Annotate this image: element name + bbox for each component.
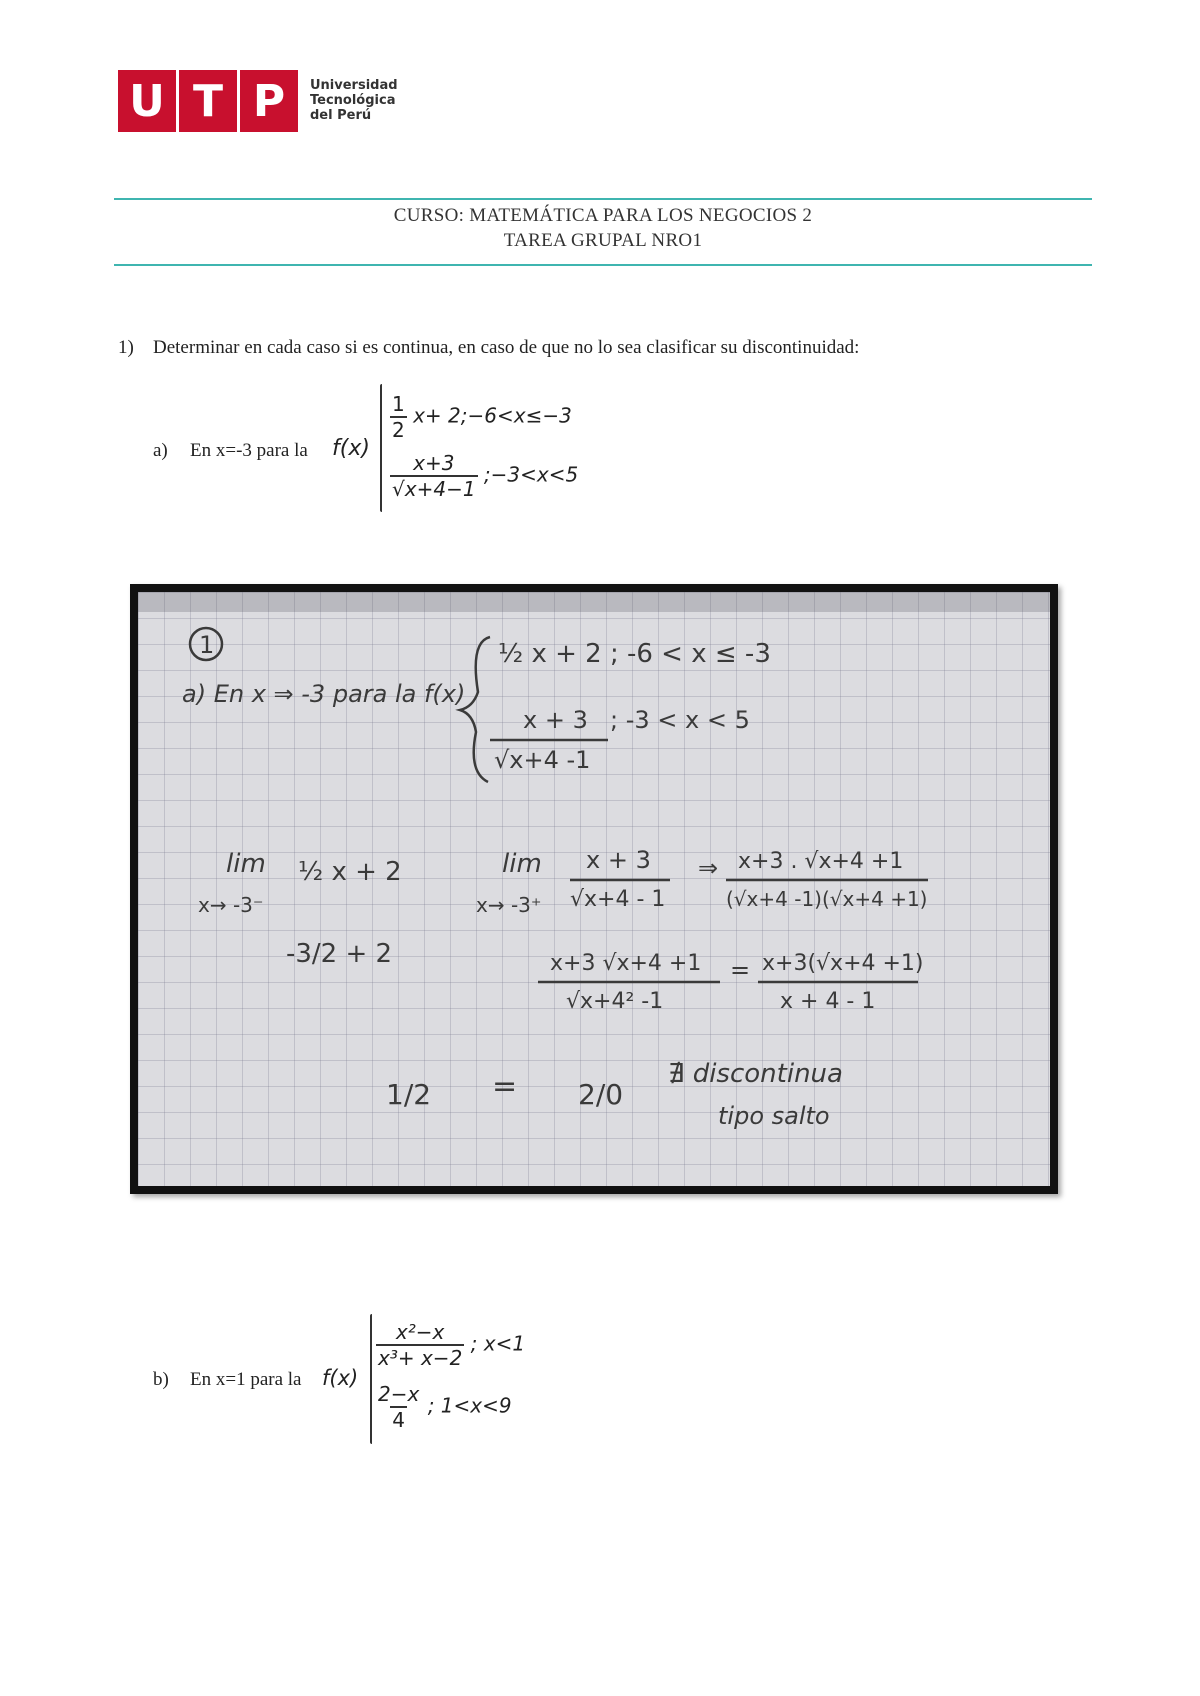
hw-piece-1: ½ x + 2 ; -6 < x ≤ -3 [498,639,771,669]
part-b-piece-2-den: 4 [392,1408,406,1432]
hw-step2-num: x+3 √x+4 +1 [550,951,702,976]
hw-lim-left-sub: x→ -3⁻ [198,893,264,917]
paper-shadow-top [138,592,1050,612]
hw-lim-right-num: x + 3 [586,846,651,874]
logo-text [310,70,398,132]
hw-piece-2-condition: ; -3 < x < 5 [610,706,750,734]
part-a-prefix: En x=-3 para la [190,440,308,461]
part-b-piece-1-fraction [376,1320,464,1370]
handwritten-photo [138,592,1050,1186]
hw-result-equals: = [492,1069,518,1104]
hw-brace [460,637,490,782]
part-a-piece-1-fraction [390,392,407,442]
logo-line-3: del Perú [310,108,372,123]
logo-line-1: Universidad [310,78,398,93]
hw-arrow: ⇒ [698,854,719,882]
logo-letter-u: U [118,70,176,132]
part-a-piece-2-condition: ;−3<x<5 [483,462,579,487]
part-b-piece-2-condition: ; 1<x<9 [427,1393,512,1418]
part-a-piece-1 [390,392,572,442]
hw-piece-2-num: x + 3 [523,706,588,734]
part-a-piece-2 [390,451,578,501]
hw-line-a: a) En x ⇒ -3 para la f(x) [182,680,466,708]
header-top-rule [114,198,1092,200]
part-b-piece-2 [376,1382,512,1432]
question-text: Determinar en cada caso si es continua, en caso de que no lo sea clasificar su discontinuidad: [153,337,860,358]
question-number: 1) [118,337,134,358]
hw-conclusion-2: tipo salto [718,1102,830,1130]
part-a-piece-2-num: x+3 [413,451,455,475]
task-title: TAREA GRUPAL NRO1 [503,230,703,251]
part-b-piece-2-num: 2−x [378,1382,420,1406]
hw-step3-den: x + 4 - 1 [780,989,876,1014]
hw-result-left: 1/2 [386,1078,432,1111]
logo-letter-p: P [237,70,298,132]
part-a-piece-1-num: 1 [392,392,405,416]
part-b-piece-2-fraction [376,1382,421,1432]
course-title: CURSO: MATEMÁTICA PARA LOS NEGOCIOS 2 [393,205,813,226]
hw-lim-left: lim [226,849,266,879]
part-a-brace [380,384,382,512]
handwritten-drawing [138,592,1050,1186]
header-bottom-rule [114,264,1092,266]
hw-lim-left-eval: -3/2 + 2 [286,939,393,969]
header-block [114,203,1092,253]
part-b-label: b) [153,1369,169,1390]
hw-piece-2-den: √x+4 -1 [494,746,591,774]
hw-step-equals: = [730,956,751,984]
part-b-prefix: En x=1 para la [190,1369,302,1390]
hw-conclusion-1: ∄ discontinua [668,1059,843,1089]
part-b-piece-1-condition: ; x<1 [470,1331,526,1356]
part-a-piece-1-condition: x+ 2;−6<x≤−3 [413,403,572,428]
part-b-piece-1-num: x²−x [395,1320,445,1344]
hw-rationalize-num: x+3 . √x+4 +1 [738,849,904,874]
part-a-piece-2-fraction [390,451,478,501]
hw-lim-right: lim [502,849,542,879]
hw-rationalize-den: (√x+4 -1)(√x+4 +1) [726,887,928,911]
hw-lim-right-sub: x→ -3⁺ [476,893,542,917]
part-a-piece-1-den: 2 [392,418,405,442]
hw-lim-left-expr: ½ x + 2 [298,857,402,887]
part-b-piece-1-den: x³+ x−2 [378,1346,463,1370]
logo-letter-t: T [176,70,237,132]
part-b-function: f(x) [322,1366,359,1390]
hw-step3-num: x+3(√x+4 +1) [762,951,924,976]
part-a-function: f(x) [332,436,370,461]
part-a-label: a) [153,440,168,461]
utp-logo [118,70,398,132]
circle-number: 1 [199,631,215,659]
part-a-piece-2-den: √x+4−1 [392,477,476,501]
hw-step2-den: √x+4² -1 [566,989,664,1014]
handwritten-photo-frame [130,584,1058,1194]
part-b-piece-1 [376,1320,525,1370]
hw-result-right: 2/0 [578,1078,624,1111]
logo-line-2: Tecnológica [310,93,396,108]
part-b-brace [370,1314,372,1444]
hw-lim-right-den: √x+4 - 1 [570,887,666,912]
